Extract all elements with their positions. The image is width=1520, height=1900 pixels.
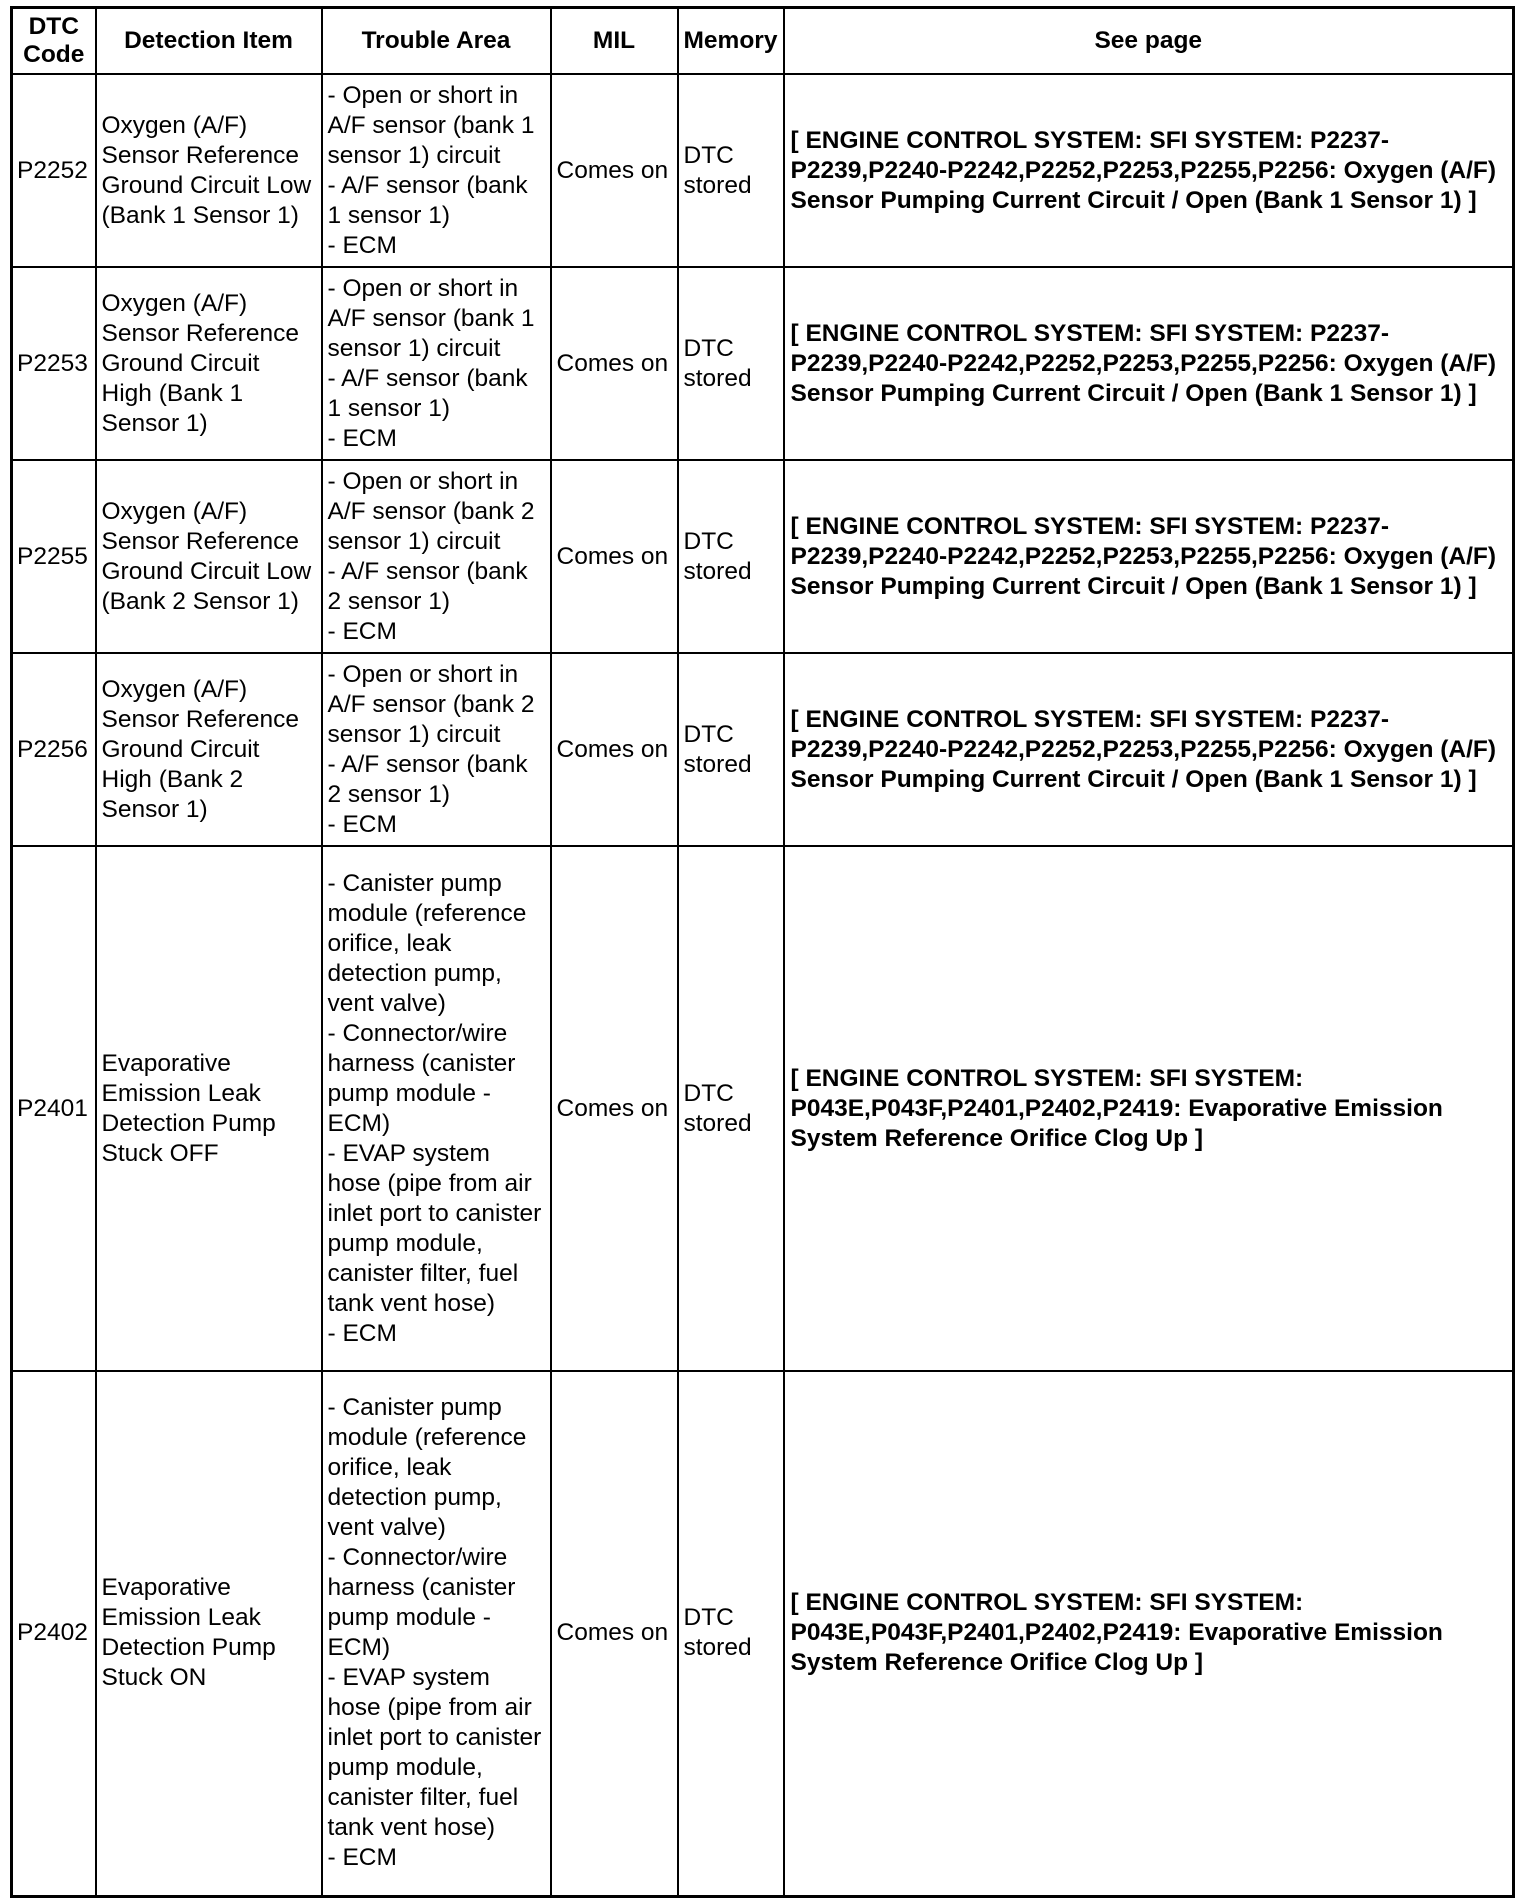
trouble-area-item: - A/F sensor (bank 1 sensor 1) (327, 171, 528, 229)
mil-cell: Comes on (551, 846, 678, 1371)
header-detection-item: Detection Item (96, 8, 322, 75)
mil-cell: Comes on (551, 653, 678, 846)
trouble-area-item: - ECM (327, 1844, 397, 1872)
header-mil: MIL (551, 8, 678, 75)
trouble-area-item: - Connector/wire harness (canister pump module - ECM) (327, 1019, 516, 1137)
trouble-area-item: - Canister pump module (reference orifice, leak detection pump, vent valve) (327, 1394, 527, 1542)
trouble-area-item: - Open or short in A/F sensor (bank 2 sensor 1) circuit (327, 660, 535, 748)
trouble-area-item: - ECM (327, 424, 397, 452)
see-page-link: [ ENGINE CONTROL SYSTEM: SFI SYSTEM: P2237-P2239,P2240-P2242,P2252,P2253,P2255,P2256: Oxygen (A/F) Sensor Pumping Current Circuit / Open (Bank 1 Sensor 1) ] (784, 460, 1514, 653)
trouble-area-cell (322, 460, 551, 653)
header-dtc-code: DTC Code (12, 8, 96, 75)
header-see-page: See page (784, 8, 1514, 75)
mil-cell: Comes on (551, 74, 678, 267)
table-row (12, 846, 1514, 1371)
table-row (12, 460, 1514, 653)
memory-cell: DTC stored (678, 846, 784, 1371)
trouble-area-item: - EVAP system hose (pipe from air inlet port to canister pump module, canister filter, fuel tank vent hose) (327, 1139, 542, 1317)
trouble-area-item: - EVAP system hose (pipe from air inlet port to canister pump module, canister filter, fuel tank vent hose) (327, 1664, 542, 1842)
dtc-table-container (10, 6, 1512, 1898)
trouble-area-item: - Open or short in A/F sensor (bank 2 sensor 1) circuit (327, 467, 535, 555)
memory-cell: DTC stored (678, 460, 784, 653)
trouble-area-cell (322, 267, 551, 460)
dtc-code-cell: P2255 (12, 460, 96, 653)
mil-cell: Comes on (551, 1371, 678, 1896)
trouble-area-item: - ECM (327, 231, 397, 259)
header-memory: Memory (678, 8, 784, 75)
dtc-code-cell: P2402 (12, 1371, 96, 1896)
dtc-code-cell: P2253 (12, 267, 96, 460)
memory-cell: DTC stored (678, 653, 784, 846)
trouble-area-item: - Open or short in A/F sensor (bank 1 sensor 1) circuit (327, 274, 535, 362)
mil-cell: Comes on (551, 460, 678, 653)
dtc-table (10, 6, 1515, 1898)
see-page-link: [ ENGINE CONTROL SYSTEM: SFI SYSTEM: P2237-P2239,P2240-P2242,P2252,P2253,P2255,P2256: Oxygen (A/F) Sensor Pumping Current Circuit / Open (Bank 1 Sensor 1) ] (784, 653, 1514, 846)
dtc-code-cell: P2256 (12, 653, 96, 846)
trouble-area-item: - ECM (327, 810, 397, 838)
see-page-link: [ ENGINE CONTROL SYSTEM: SFI SYSTEM: P2237-P2239,P2240-P2242,P2252,P2253,P2255,P2256: Oxygen (A/F) Sensor Pumping Current Circuit / Open (Bank 1 Sensor 1) ] (784, 267, 1514, 460)
detection-item-cell: Oxygen (A/F) Sensor Reference Ground Circuit Low (Bank 2 Sensor 1) (96, 460, 322, 653)
dtc-code-cell: P2401 (12, 846, 96, 1371)
memory-cell: DTC stored (678, 1371, 784, 1896)
trouble-area-item: - A/F sensor (bank 2 sensor 1) (327, 750, 528, 808)
dtc-code-cell: P2252 (12, 74, 96, 267)
trouble-area-cell (322, 653, 551, 846)
see-page-link: [ ENGINE CONTROL SYSTEM: SFI SYSTEM: P043E,P043F,P2401,P2402,P2419: Evaporative Emission System Reference Orifice Clog Up ] (784, 1371, 1514, 1896)
trouble-area-item: - A/F sensor (bank 1 sensor 1) (327, 364, 528, 422)
trouble-area-cell (322, 846, 551, 1371)
table-body (12, 74, 1514, 1896)
see-page-link: [ ENGINE CONTROL SYSTEM: SFI SYSTEM: P2237-P2239,P2240-P2242,P2252,P2253,P2255,P2256: Oxygen (A/F) Sensor Pumping Current Circuit / Open (Bank 1 Sensor 1) ] (784, 74, 1514, 267)
header-row (12, 8, 1514, 75)
trouble-area-item: - ECM (327, 617, 397, 645)
detection-item-cell: Evaporative Emission Leak Detection Pump Stuck OFF (96, 846, 322, 1371)
trouble-area-item: - Connector/wire harness (canister pump module - ECM) (327, 1544, 516, 1662)
detection-item-cell: Oxygen (A/F) Sensor Reference Ground Circuit Low (Bank 1 Sensor 1) (96, 74, 322, 267)
table-row (12, 1371, 1514, 1896)
memory-cell: DTC stored (678, 74, 784, 267)
trouble-area-item: - ECM (327, 1319, 397, 1347)
trouble-area-item: - A/F sensor (bank 2 sensor 1) (327, 557, 528, 615)
table-row (12, 74, 1514, 267)
trouble-area-cell (322, 74, 551, 267)
header-trouble-area: Trouble Area (322, 8, 551, 75)
trouble-area-cell (322, 1371, 551, 1896)
trouble-area-item: - Open or short in A/F sensor (bank 1 sensor 1) circuit (327, 81, 535, 169)
detection-item-cell: Oxygen (A/F) Sensor Reference Ground Circuit High (Bank 1 Sensor 1) (96, 267, 322, 460)
detection-item-cell: Evaporative Emission Leak Detection Pump Stuck ON (96, 1371, 322, 1896)
trouble-area-item: - Canister pump module (reference orifice, leak detection pump, vent valve) (327, 869, 527, 1017)
detection-item-cell: Oxygen (A/F) Sensor Reference Ground Circuit High (Bank 2 Sensor 1) (96, 653, 322, 846)
table-row (12, 267, 1514, 460)
see-page-link: [ ENGINE CONTROL SYSTEM: SFI SYSTEM: P043E,P043F,P2401,P2402,P2419: Evaporative Emission System Reference Orifice Clog Up ] (784, 846, 1514, 1371)
table-row (12, 653, 1514, 846)
memory-cell: DTC stored (678, 267, 784, 460)
mil-cell: Comes on (551, 267, 678, 460)
